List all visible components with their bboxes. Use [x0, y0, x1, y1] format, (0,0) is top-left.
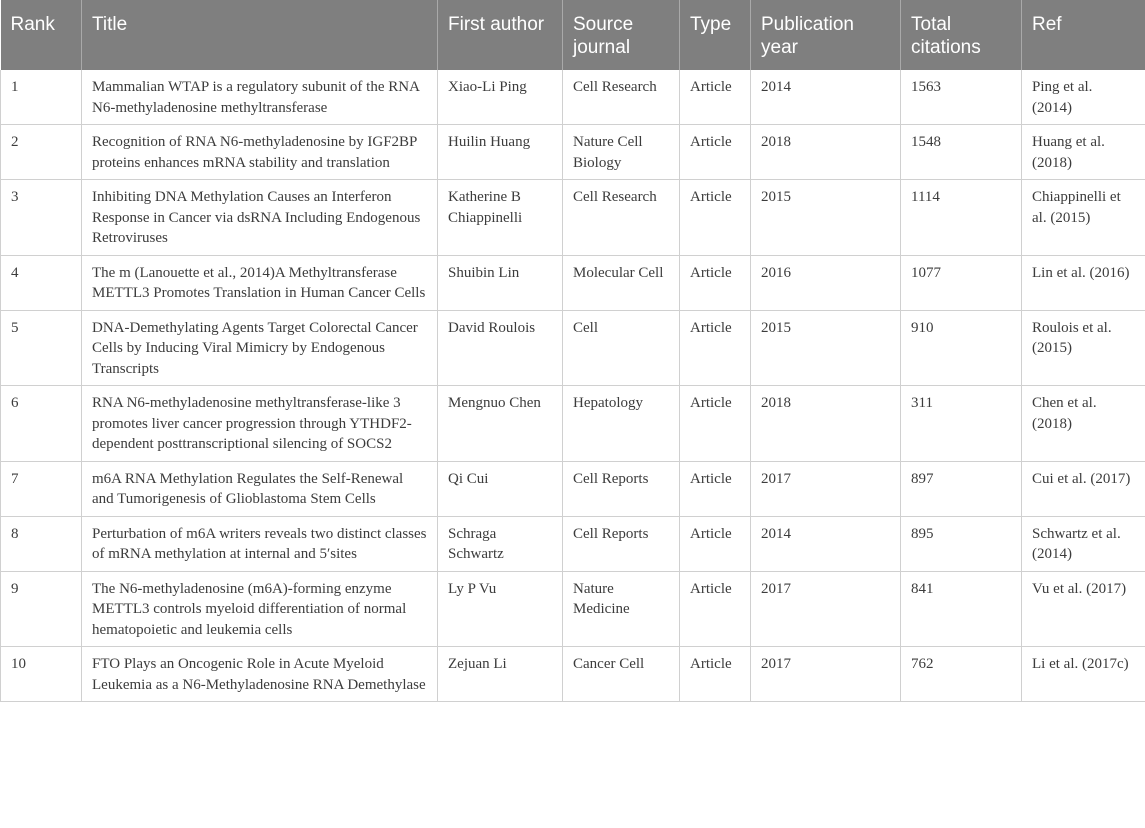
cell-rank: 3	[1, 180, 82, 256]
cell-first-author: David Roulois	[438, 310, 563, 386]
cell-title: DNA-Demethylating Agents Target Colorectal Cancer Cells by Inducing Viral Mimicry by Endogenous Transcripts	[82, 310, 438, 386]
cell-source-journal: Cell Research	[563, 180, 680, 256]
cell-total-citations: 311	[901, 386, 1022, 462]
cell-rank: 2	[1, 125, 82, 180]
cell-ref: Li et al. (2017c)	[1022, 647, 1145, 702]
cell-total-citations: 1548	[901, 125, 1022, 180]
cell-type: Article	[680, 310, 751, 386]
cell-total-citations: 1077	[901, 255, 1022, 310]
cell-rank: 4	[1, 255, 82, 310]
cell-source-journal: Cancer Cell	[563, 647, 680, 702]
header-type: Type	[680, 0, 751, 70]
cell-title: FTO Plays an Oncogenic Role in Acute Myeloid Leukemia as a N6-Methyladenosine RNA Demethylase	[82, 647, 438, 702]
cell-publication-year: 2014	[751, 70, 901, 125]
cell-ref: Chiappinelli et al. (2015)	[1022, 180, 1145, 256]
table-row	[1, 310, 1145, 386]
header-title: Title	[82, 0, 438, 70]
cell-rank: 7	[1, 461, 82, 516]
header-row	[1, 0, 1145, 70]
cell-total-citations: 1114	[901, 180, 1022, 256]
cell-title: Recognition of RNA N6-methyladenosine by IGF2BP proteins enhances mRNA stability and translation	[82, 125, 438, 180]
header-total-citations: Total citations	[901, 0, 1022, 70]
cell-first-author: Qi Cui	[438, 461, 563, 516]
cell-publication-year: 2017	[751, 571, 901, 647]
cell-title: Inhibiting DNA Methylation Causes an Interferon Response in Cancer via dsRNA Including Endogenous Retroviruses	[82, 180, 438, 256]
cell-total-citations: 762	[901, 647, 1022, 702]
table-row	[1, 70, 1145, 125]
cell-publication-year: 2017	[751, 647, 901, 702]
header-rank: Rank	[1, 0, 82, 70]
cell-publication-year: 2014	[751, 516, 901, 571]
cell-type: Article	[680, 180, 751, 256]
table-row	[1, 571, 1145, 647]
header-publication-year: Publication year	[751, 0, 901, 70]
cell-rank: 10	[1, 647, 82, 702]
cell-total-citations: 895	[901, 516, 1022, 571]
cell-ref: Roulois et al. (2015)	[1022, 310, 1145, 386]
cell-first-author: Shuibin Lin	[438, 255, 563, 310]
cell-publication-year: 2016	[751, 255, 901, 310]
cell-ref: Cui et al. (2017)	[1022, 461, 1145, 516]
table-row	[1, 125, 1145, 180]
cell-source-journal: Nature Medicine	[563, 571, 680, 647]
cell-type: Article	[680, 70, 751, 125]
cell-first-author: Katherine B Chiappinelli	[438, 180, 563, 256]
cell-publication-year: 2018	[751, 386, 901, 462]
cell-title: RNA N6-methyladenosine methyltransferase-like 3 promotes liver cancer progression through YTHDF2-dependent posttranscriptional silencing of SOCS2	[82, 386, 438, 462]
cell-rank: 1	[1, 70, 82, 125]
cell-ref: Lin et al. (2016)	[1022, 255, 1145, 310]
table-row	[1, 255, 1145, 310]
cell-total-citations: 910	[901, 310, 1022, 386]
cell-rank: 6	[1, 386, 82, 462]
cell-source-journal: Molecular Cell	[563, 255, 680, 310]
table-body	[1, 70, 1145, 702]
cell-type: Article	[680, 461, 751, 516]
cell-source-journal: Cell Reports	[563, 516, 680, 571]
cell-source-journal: Cell	[563, 310, 680, 386]
cell-publication-year: 2017	[751, 461, 901, 516]
cell-type: Article	[680, 516, 751, 571]
table-row	[1, 180, 1145, 256]
table-row	[1, 461, 1145, 516]
cell-ref: Ping et al. (2014)	[1022, 70, 1145, 125]
cell-source-journal: Nature Cell Biology	[563, 125, 680, 180]
cell-type: Article	[680, 386, 751, 462]
cell-title: The m (Lanouette et al., 2014)A Methyltransferase METTL3 Promotes Translation in Human Cancer Cells	[82, 255, 438, 310]
cell-total-citations: 841	[901, 571, 1022, 647]
cell-type: Article	[680, 647, 751, 702]
cell-title: The N6-methyladenosine (m6A)-forming enzyme METTL3 controls myeloid differentiation of normal hematopoietic and leukemia cells	[82, 571, 438, 647]
cell-first-author: Schraga Schwartz	[438, 516, 563, 571]
table-row	[1, 516, 1145, 571]
cell-first-author: Ly P Vu	[438, 571, 563, 647]
cell-publication-year: 2015	[751, 180, 901, 256]
cell-type: Article	[680, 125, 751, 180]
cell-first-author: Xiao-Li Ping	[438, 70, 563, 125]
table-row	[1, 386, 1145, 462]
cell-rank: 8	[1, 516, 82, 571]
cell-publication-year: 2018	[751, 125, 901, 180]
cell-ref: Huang et al. (2018)	[1022, 125, 1145, 180]
header-first-author: First author	[438, 0, 563, 70]
cell-title: Mammalian WTAP is a regulatory subunit of the RNA N6-methyladenosine methyltransferase	[82, 70, 438, 125]
header-source-journal: Source journal	[563, 0, 680, 70]
cell-total-citations: 897	[901, 461, 1022, 516]
table-header	[1, 0, 1145, 70]
cell-type: Article	[680, 571, 751, 647]
cell-ref: Chen et al. (2018)	[1022, 386, 1145, 462]
cell-first-author: Zejuan Li	[438, 647, 563, 702]
cell-title: m6A RNA Methylation Regulates the Self-Renewal and Tumorigenesis of Glioblastoma Stem Cells	[82, 461, 438, 516]
cell-first-author: Huilin Huang	[438, 125, 563, 180]
cell-source-journal: Cell Research	[563, 70, 680, 125]
cell-type: Article	[680, 255, 751, 310]
cell-ref: Schwartz et al. (2014)	[1022, 516, 1145, 571]
cell-source-journal: Cell Reports	[563, 461, 680, 516]
cell-rank: 5	[1, 310, 82, 386]
cell-first-author: Mengnuo Chen	[438, 386, 563, 462]
cell-source-journal: Hepatology	[563, 386, 680, 462]
cell-total-citations: 1563	[901, 70, 1022, 125]
cell-title: Perturbation of m6A writers reveals two distinct classes of mRNA methylation at internal and 5′sites	[82, 516, 438, 571]
header-ref: Ref	[1022, 0, 1145, 70]
cell-ref: Vu et al. (2017)	[1022, 571, 1145, 647]
table-row	[1, 647, 1145, 702]
cell-publication-year: 2015	[751, 310, 901, 386]
cell-rank: 9	[1, 571, 82, 647]
